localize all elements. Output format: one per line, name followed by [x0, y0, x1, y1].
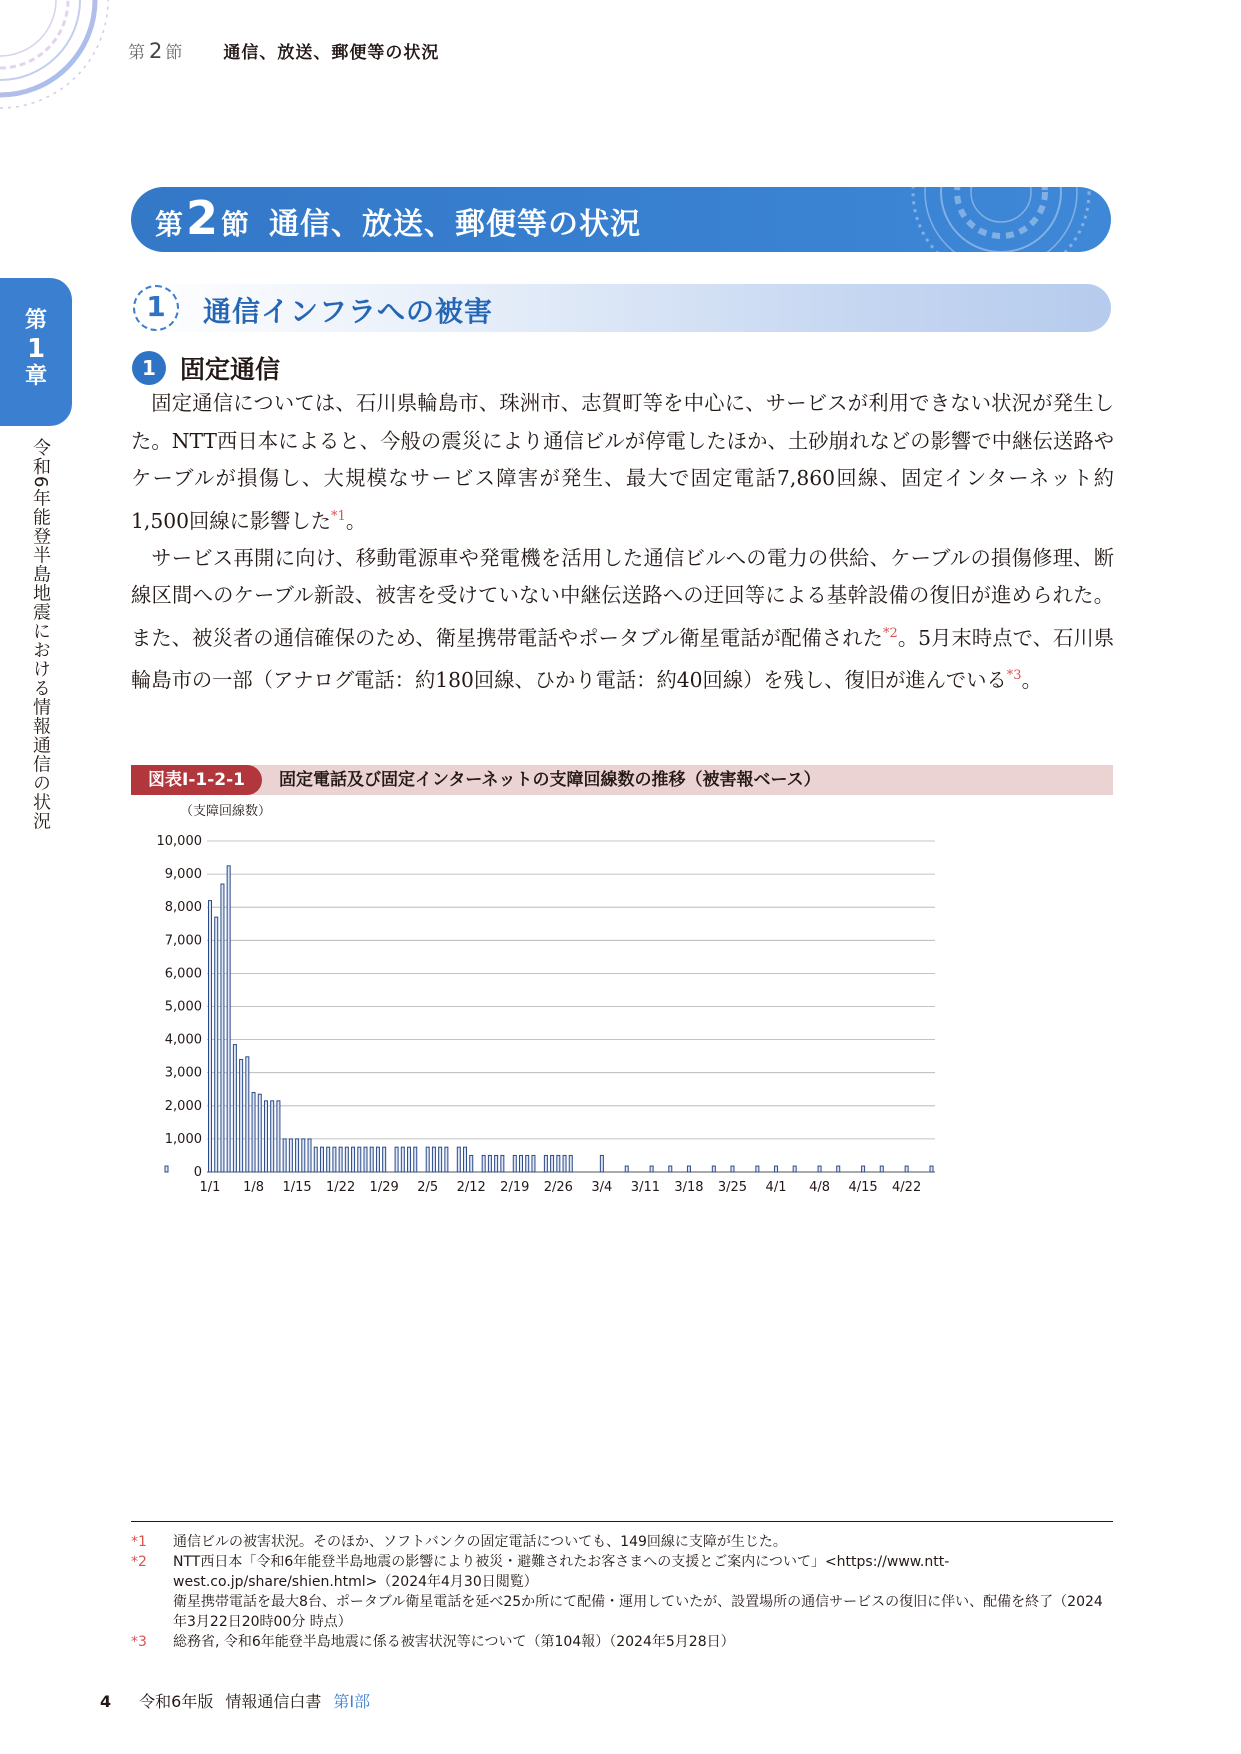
- bar: [445, 1147, 448, 1172]
- x-tick-label: 4/1: [765, 1180, 787, 1195]
- bar: [209, 901, 212, 1172]
- paragraph-2-end: 。: [1021, 667, 1042, 692]
- bar: [526, 1155, 529, 1172]
- bar: [283, 1139, 286, 1172]
- footnotes: [131, 1532, 1116, 1652]
- bar: [233, 1045, 236, 1172]
- bar: [358, 1147, 361, 1172]
- y-axis-label: （支障回線数）: [180, 804, 272, 819]
- bar: [320, 1147, 323, 1172]
- bar: [513, 1155, 516, 1172]
- body-text: [131, 385, 1114, 699]
- figure-label: 図表Ⅰ-1-2-1: [131, 765, 262, 795]
- footnote-mark: *2: [131, 1554, 147, 1570]
- y-tick-label: 5,000: [164, 999, 202, 1015]
- bar: [532, 1155, 535, 1172]
- bar: [464, 1147, 467, 1172]
- note-ref-2[interactable]: *2: [882, 625, 898, 641]
- banner-decoration: [861, 187, 1111, 252]
- bar: [439, 1147, 442, 1172]
- bar: [258, 1094, 261, 1172]
- paragraph-2-text-2: 。5月末時点で、石川県輪島市の一部（アナログ電話：約180回線、ひかり電話：約40回線）を残し、復旧が進んでいる: [131, 625, 1114, 692]
- banner-title: 通信、放送、郵便等の状況: [269, 207, 642, 242]
- bar: [687, 1166, 690, 1172]
- footnote-mark: *3: [131, 1634, 147, 1650]
- banner-di: 第: [155, 208, 184, 241]
- footnote-divider: [131, 1521, 1113, 1522]
- y-tick-label: 3,000: [164, 1065, 202, 1081]
- bar: [296, 1139, 299, 1172]
- footnote-line: 総務省, 令和6年能登半島地震に係る被害状況等について（第104報）（2024年5月28日）: [173, 1634, 735, 1650]
- bar: [414, 1147, 417, 1172]
- bar: [370, 1147, 373, 1172]
- x-tick-label: 1/15: [282, 1180, 312, 1195]
- section-banner: [131, 187, 1111, 252]
- banner-setsu: 節: [221, 208, 250, 241]
- bar: [352, 1147, 355, 1172]
- paragraph-2-text-1: サービス再開に向け、移動電源車や発電機を活用した通信ビルへの電力の供給、ケーブルの損傷修理、断線区間へのケーブル新設、被害を受けていない中継伝送路への迂回等による基幹設備の復旧が進められた。また、被災者の通信確保のため、衛星携帯電話やポータブル衛星電話が配備された: [131, 545, 1114, 650]
- footer-title: 情報通信白書: [225, 1692, 322, 1711]
- bar: [408, 1147, 411, 1172]
- footnote-body: [173, 1632, 1116, 1652]
- bar: [712, 1166, 715, 1172]
- x-tick-label: 1/29: [369, 1180, 399, 1195]
- banner-num: 2: [186, 191, 219, 245]
- chapter-tab-num: 1: [26, 334, 46, 364]
- bar: [731, 1166, 734, 1172]
- y-tick-label: 7,000: [164, 933, 202, 949]
- bar: [432, 1147, 435, 1172]
- bar: [227, 866, 230, 1172]
- figure-header: [131, 765, 1113, 795]
- bar: [221, 884, 224, 1172]
- subsection-number: 1: [146, 290, 166, 323]
- running-header-section-pre: 第: [128, 43, 146, 63]
- heading-title: 固定通信: [180, 355, 281, 384]
- bar: [289, 1139, 292, 1172]
- bar: [271, 1101, 274, 1172]
- bar: [165, 1166, 168, 1172]
- bar: [215, 917, 218, 1172]
- bar: [339, 1147, 342, 1172]
- x-tick-label: 1/8: [243, 1180, 265, 1195]
- y-tick-label: 1,000: [164, 1131, 202, 1147]
- running-header-section-post: 節: [165, 43, 184, 63]
- footnote-line: NTT西日本「令和6年能登半島地震の影響により被災・避難されたお客さまへの支援とご案内について」<https://www.ntt-west.co.jp/share/shien.html>（2024年4月30日閲覧）: [173, 1554, 950, 1590]
- paragraph-1-end: 。: [345, 508, 367, 533]
- running-header-section-num: 2: [149, 39, 163, 63]
- x-tick-label: 3/4: [591, 1180, 613, 1195]
- y-tick-label: 8,000: [164, 900, 202, 916]
- footnote-3: [131, 1632, 1116, 1652]
- bar: [818, 1166, 821, 1172]
- y-tick-label: 10,000: [156, 834, 202, 849]
- bar: [314, 1147, 317, 1172]
- bar: [482, 1155, 485, 1172]
- bar: [252, 1093, 255, 1172]
- running-header: [128, 38, 439, 63]
- heading-number-badge: 1: [132, 351, 166, 385]
- y-tick-label: 6,000: [164, 966, 202, 982]
- page-number: 4: [100, 1692, 112, 1711]
- bar: [488, 1155, 491, 1172]
- footer-book: 令和6年版: [139, 1692, 214, 1711]
- footnote-line: 衛星携帯電話を最大8台、ポータブル衛星電話を延べ25か所にて配備・運用していたが、設置場所の通信サービスの復旧に伴い、配備を終了（2024年3月22日20時00分 時点）: [173, 1594, 1103, 1630]
- bar: [364, 1147, 367, 1172]
- subsection-title: 通信インフラへの被害: [203, 295, 494, 328]
- bar: [383, 1147, 386, 1172]
- chapter-tab-top: 第: [24, 308, 47, 333]
- bar: [501, 1155, 504, 1172]
- bar: [240, 1059, 243, 1172]
- bar: [401, 1147, 404, 1172]
- note-ref-3[interactable]: *3: [1006, 668, 1022, 684]
- chapter-tab-bottom: 章: [24, 364, 47, 389]
- bar: [837, 1166, 840, 1172]
- bar: [333, 1147, 336, 1172]
- x-tick-label: 1/22: [326, 1180, 356, 1195]
- figure-title: 固定電話及び固定インターネットの支障回線数の推移（被害報ベース）: [279, 770, 821, 790]
- bar: [495, 1155, 498, 1172]
- x-tick-label: 2/26: [543, 1180, 573, 1195]
- bar: [669, 1166, 672, 1172]
- bar: [302, 1139, 305, 1172]
- bar: [905, 1166, 908, 1172]
- y-tick-label: 2,000: [164, 1098, 202, 1114]
- footer-part: 第Ⅰ部: [333, 1692, 371, 1711]
- bar: [345, 1147, 348, 1172]
- footnote-body: [173, 1532, 1116, 1552]
- x-tick-label: 3/25: [717, 1180, 748, 1195]
- bar: [930, 1166, 933, 1172]
- x-tick-label: 2/19: [500, 1180, 530, 1195]
- page-footer: [100, 1689, 370, 1712]
- bar: [520, 1155, 523, 1172]
- y-tick-label: 9,000: [164, 867, 202, 883]
- x-tick-label: 3/18: [674, 1180, 704, 1195]
- bar: [793, 1166, 796, 1172]
- footnote-line: 通信ビルの被害状況。そのほか、ソフトバンクの固定電話についても、149回線に支障が生じた。: [173, 1534, 787, 1550]
- paragraph-1-text: 固定通信については、石川県輪島市、珠洲市、志賀町等を中心に、サービスが利用できない状況が発生した。NTT西日本によると、今般の震災により通信ビルが停電したほか、土砂崩れなどの影響で中継伝送路やケーブルが損傷し、大規模なサービス障害が発生、最大で固定電話7,860回線、固定インターネット約1,500回線に影響した: [131, 391, 1114, 533]
- note-ref-1[interactable]: *1: [331, 508, 346, 524]
- x-tick-label: 2/12: [456, 1180, 486, 1195]
- bar: [625, 1166, 628, 1172]
- bar: [308, 1139, 311, 1172]
- x-tick-label: 4/22: [892, 1180, 922, 1195]
- bar: [376, 1147, 379, 1172]
- bar: [563, 1155, 566, 1172]
- bar: [756, 1166, 759, 1172]
- paragraph-1: [131, 385, 1114, 540]
- y-tick-label: 0: [193, 1165, 202, 1180]
- x-tick-label: 1/1: [199, 1180, 221, 1195]
- heading-fixed-communications: [132, 350, 280, 386]
- subsection-banner: [131, 284, 1111, 332]
- footnote-2: [131, 1552, 1116, 1632]
- running-header-title: 通信、放送、郵便等の状況: [223, 43, 440, 63]
- x-tick-label: 4/8: [809, 1180, 831, 1195]
- bar: [600, 1155, 603, 1172]
- footnote-body: [173, 1552, 1116, 1632]
- bar: [551, 1155, 554, 1172]
- bar: [775, 1166, 778, 1172]
- bar: [650, 1166, 653, 1172]
- subsection-number-badge: [133, 285, 179, 331]
- corner-decoration: [0, 0, 130, 110]
- bar: [470, 1155, 473, 1172]
- bar: [395, 1147, 398, 1172]
- bar: [264, 1101, 267, 1172]
- x-tick-label: 4/15: [848, 1180, 878, 1195]
- bar: [544, 1155, 547, 1172]
- bar: [862, 1166, 865, 1172]
- bar: [426, 1147, 429, 1172]
- x-tick-label: 2/5: [417, 1180, 439, 1195]
- footnote-1: [131, 1532, 1116, 1552]
- bar: [457, 1147, 460, 1172]
- bar: [880, 1166, 883, 1172]
- footnote-mark: *1: [131, 1534, 147, 1550]
- paragraph-2: [131, 540, 1114, 700]
- x-tick-label: 3/11: [630, 1180, 661, 1195]
- bar: [569, 1155, 572, 1172]
- bar: [557, 1155, 560, 1172]
- y-tick-label: 4,000: [164, 1032, 202, 1048]
- chapter-tab: [0, 278, 72, 426]
- bar: [246, 1057, 249, 1172]
- bar: [327, 1147, 330, 1172]
- bar-chart: [156, 800, 1065, 1320]
- chapter-vertical-title: 令和6年能登半島地震における情報通信の状況: [30, 438, 51, 831]
- bar: [277, 1101, 280, 1172]
